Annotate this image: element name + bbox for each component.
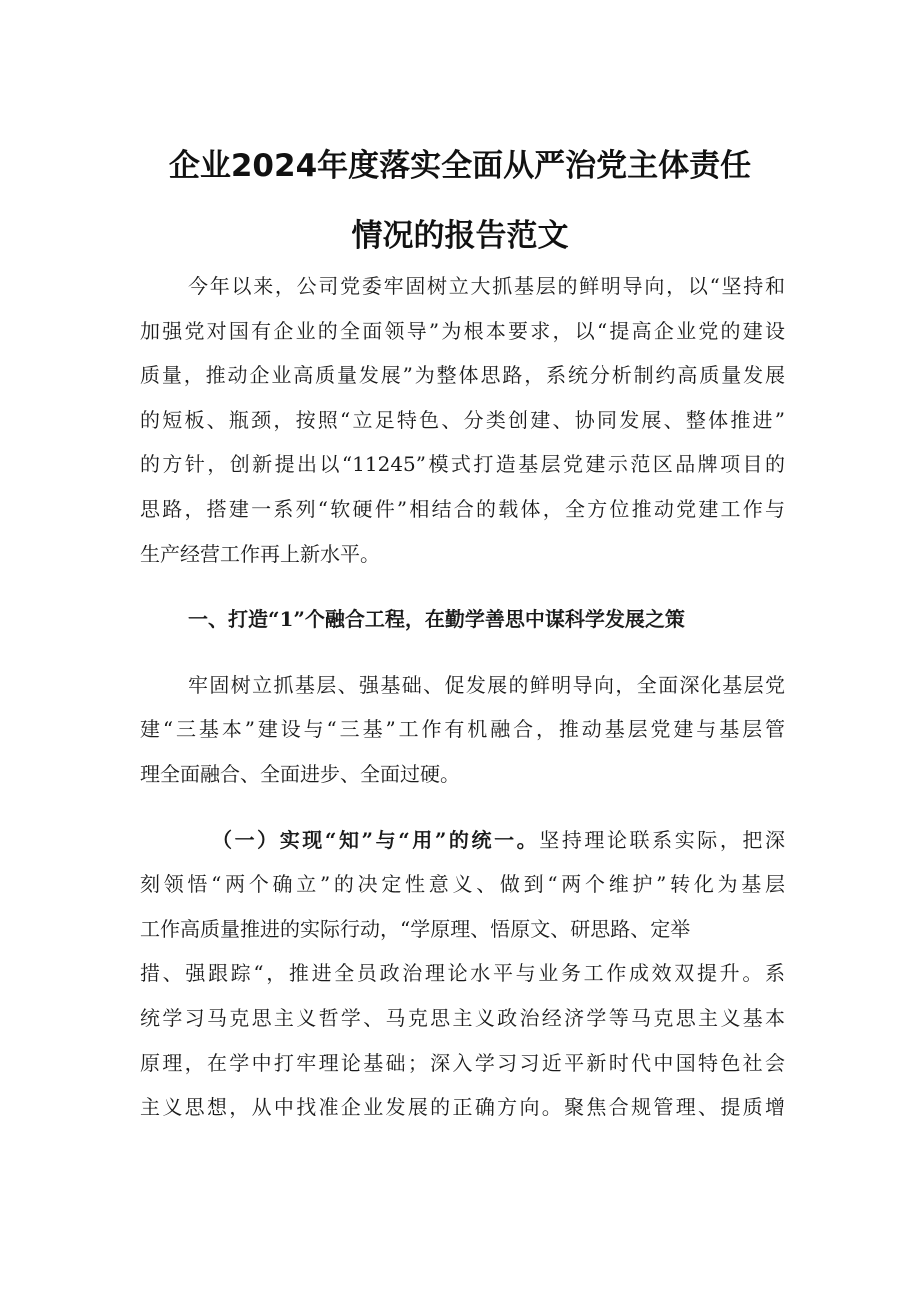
section-paragraph-line: 牢固树立抓基层、强基础、促发展的鲜明导向，全面深化基层党 bbox=[188, 672, 785, 697]
intro-line: 的短板、瓶颈，按照“立足特色、分类创建、协同发展、整体推进” bbox=[140, 407, 785, 432]
intro-line: 思路，搭建一系列“软硬件”相结合的载体，全方位推动党建工作与 bbox=[140, 496, 785, 521]
intro-line: 质量，推动企业高质量发展”为整体思路，系统分析制约高质量发展 bbox=[140, 363, 785, 388]
subsection-line: 统学习马克思主义哲学、马克思主义政治经济学等马克思主义基本 bbox=[140, 1005, 785, 1030]
subsection-line: 措、强跟踪“，推进全员政治理论水平与业务工作成效双提升。系 bbox=[140, 961, 785, 986]
subsection-first-rest: 坚持理论联系实际，把深 bbox=[539, 827, 786, 852]
intro-line: 的方针，创新提出以“11245”模式打造基层党建示范区品牌项目的 bbox=[140, 452, 785, 477]
subsection-line: 原理，在学中打牢理论基础；深入学习习近平新时代中国特色社会 bbox=[140, 1050, 785, 1075]
section-paragraph-line: 建“三基本”建设与“三基”工作有机融合，推动基层党建与基层管 bbox=[140, 717, 785, 742]
document-title-line-2: 情况的报告范文 bbox=[351, 218, 569, 254]
subsection-lead: （一）实现“知”与“用”的统一。 bbox=[212, 827, 540, 852]
subsection-line: 主义思想，从中找准企业发展的正确方向。聚焦合规管理、提质增 bbox=[140, 1095, 785, 1120]
document-title-line-1: 企业2024年度落实全面从严治党主体责任 bbox=[168, 148, 752, 184]
section-paragraph-line: 理全面融合、全面进步、全面过硬。 bbox=[140, 761, 460, 786]
document-body bbox=[140, 264, 785, 1130]
section-heading: 一、打造“1”个融合工程，在勤学善思中谋科学发展之策 bbox=[188, 607, 685, 632]
subsection-line: 工作高质量推进的实际行动，“学原理、悟原文、研思路、定举 bbox=[140, 916, 691, 941]
subsection-first-line bbox=[140, 818, 785, 863]
intro-line: 生产经营工作再上新水平。 bbox=[140, 541, 380, 566]
intro-line: 加强党对国有企业的全面领导”为根本要求，以“提高企业党的建设 bbox=[140, 318, 785, 343]
subsection-line: 刻领悟“两个确立”的决定性意义、做到“两个维护”转化为基层 bbox=[140, 872, 785, 897]
intro-line: 今年以来，公司党委牢固树立大抓基层的鲜明导向，以“坚持和 bbox=[188, 274, 785, 298]
